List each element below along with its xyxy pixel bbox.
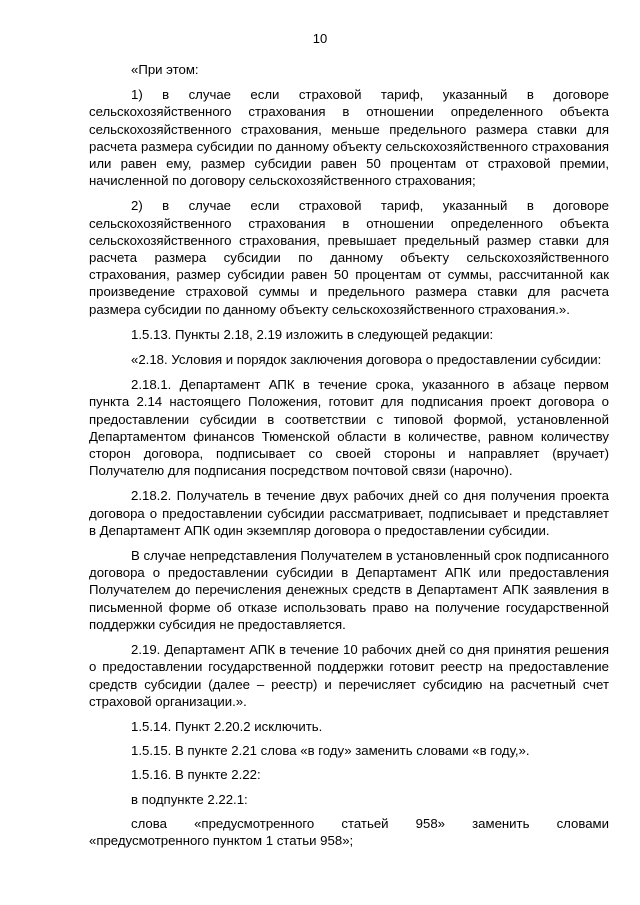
paragraph: 2.18.2. Получатель в течение двух рабочих дней со дня получения проекта договора о предоставлении субсидии рассматривает, подписывает и представляет в Департамент АПК один экземпляр договора о предоставлении субсидии. bbox=[89, 488, 609, 538]
document-body bbox=[89, 61, 609, 856]
paragraph: 1) в случае если страховой тариф, указанный в договоре сельскохозяйственного страхования в отношении определенного объекта сельскохозяйственного страхования, меньше предельного размера ставки для расчета размера субсидии по данному объекту сельскохозяйственного страхования или равен ему, размер субсидии равен 50 процентам от страховой премии, начисленной по договору сельскохозяйственного страхования; bbox=[89, 87, 609, 189]
paragraph: «При этом: bbox=[131, 62, 199, 77]
paragraph: 1.5.13. Пункты 2.18, 2.19 изложить в следующей редакции: bbox=[131, 326, 494, 342]
paragraph: 2.18.1. Департамент АПК в течение срока, указанного в абзаце первом пункта 2.14 настоящего Положения, готовит для подписания проект договора о предоставлении субсидии в соответствии с типовой формой, установленной Департаментом финансов Тюменской области в количестве, равном количеству сторон договора, подписывает со своей стороны и направляет (вручает) Получателю для подписания посредством почтовой связи (нарочно). bbox=[89, 377, 609, 479]
paragraph: В случае непредставления Получателем в установленный срок подписанного договора о предоставлении субсидии в Департамент АПК или предоставления Получателем до перечисления денежных средств в Департамент АПК заявления в письменной форме об отказе использовать право на получение государственной поддержки субсидия не предоставляется. bbox=[89, 548, 609, 632]
paragraph: в подпункте 2.22.1: bbox=[131, 791, 248, 807]
paragraph: 2) в случае если страховой тариф, указанный в договоре сельскохозяйственного страхования в отношении определенного объекта сельскохозяйственного страхования, превышает предельный размер ставки для расчета размера субсидии по данному объекту сельскохозяйственного страхования, размер субсидии равен 50 процентам от суммы, рассчитанной как произведение страховой суммы и предельного размера ставки для расчета размера субсидии по данному объекту сельскохозяйственного страхования.». bbox=[89, 198, 609, 317]
page-number: 10 bbox=[312, 31, 328, 46]
paragraph: 1.5.15. В пункте 2.21 слова «в году» заменить словами «в году,». bbox=[131, 743, 530, 759]
paragraph: «2.18. Условия и порядок заключения договора о предоставлении субсидии: bbox=[131, 352, 602, 368]
paragraph: 2.19. Департамент АПК в течение 10 рабочих дней со дня принятия решения о предоставлении государственной поддержки готовит реестр на предоставление средств субсидии (далее – реестр) и перечисляет субсидию на расчетный счет страховой организации.». bbox=[89, 642, 609, 709]
paragraph: 1.5.16. В пункте 2.22: bbox=[131, 767, 261, 783]
paragraph: 1.5.14. Пункт 2.20.2 исключить. bbox=[131, 718, 323, 734]
paragraph: слова «предусмотренного статьей 958» заменить словами «предусмотренного пунктом 1 статьи 958»; bbox=[89, 815, 609, 848]
